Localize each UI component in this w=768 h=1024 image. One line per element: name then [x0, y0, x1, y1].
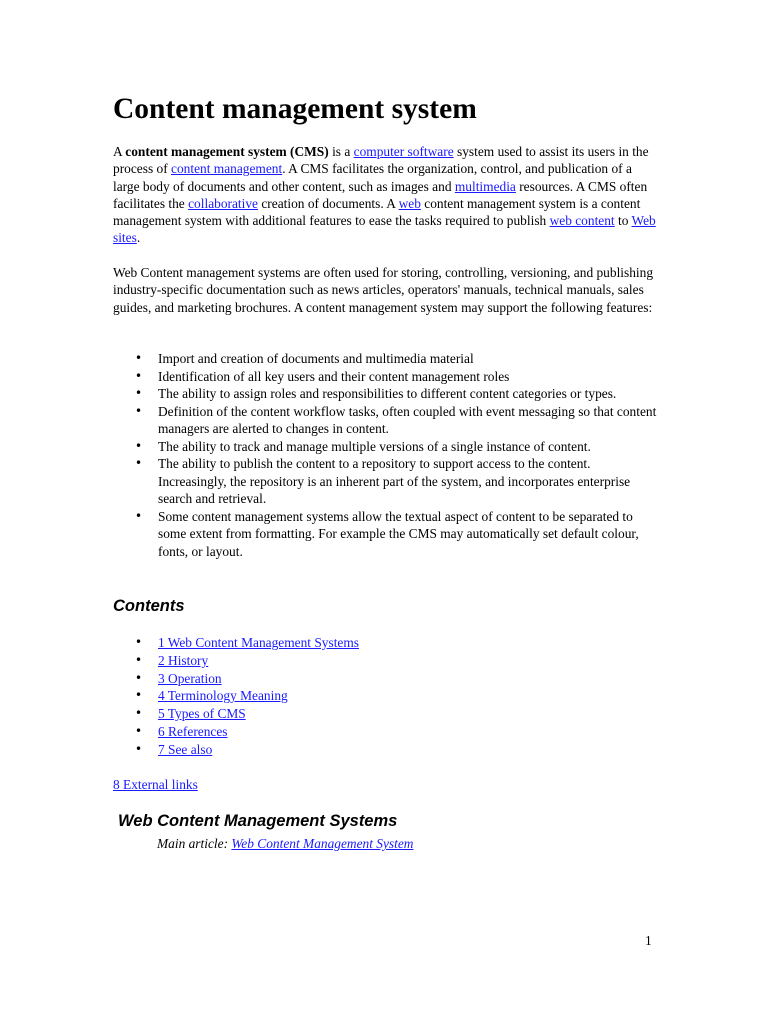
intro-text: is a	[328, 144, 354, 159]
link-computer-software[interactable]: computer software	[353, 144, 454, 159]
toc-link[interactable]: 4 Terminology Meaning	[158, 688, 288, 704]
list-item: • Import and creation of documents and multimedia material	[158, 350, 658, 368]
intro-paragraph	[113, 143, 658, 247]
toc-link[interactable]: 7 See also	[158, 741, 213, 757]
feature-list	[113, 350, 658, 560]
list-item: • The ability to track and manage multiple versions of a single instance of content.	[158, 438, 658, 456]
main-article-label: Main article:	[157, 836, 232, 851]
toc-item	[158, 687, 513, 705]
table-of-contents	[113, 634, 513, 759]
link-collaborative[interactable]: collaborative	[188, 195, 259, 211]
link-web-sites[interactable]: Web sites	[113, 213, 656, 246]
main-article-note	[157, 835, 413, 853]
intro-text: system used to assist its users in the process of	[113, 144, 649, 177]
link-content-management[interactable]: content management	[171, 161, 283, 177]
contents-heading: Contents	[113, 597, 185, 615]
external-links-link[interactable]: 8 External links	[113, 777, 198, 792]
link-web-content[interactable]: web content	[549, 213, 615, 229]
page-number: 1	[645, 933, 652, 948]
toc-item	[158, 723, 513, 741]
intro-text: A	[113, 144, 126, 159]
list-item: • Identification of all key users and their content management roles	[158, 368, 658, 386]
intro-text: to	[614, 213, 632, 229]
list-item: • Some content management systems allow the textual aspect of content to be separated to some extent from formatting. For example the CMS may automatically set default colour, fonts, or layout.	[158, 508, 658, 561]
external-links-row	[113, 776, 198, 794]
link-multimedia[interactable]: multimedia	[454, 178, 516, 194]
list-item: • The ability to publish the content to a repository to support access to the content. Increasingly, the repository is an inherent part of the system, and incorporates enterprise search and retrieval.	[158, 455, 658, 508]
toc-link[interactable]: 2 History	[158, 652, 209, 668]
intro-text: creation of documents. A	[258, 195, 399, 211]
toc-item	[158, 652, 513, 670]
page-title: Content management system	[113, 93, 477, 125]
toc-item	[158, 705, 513, 723]
toc-item	[158, 741, 513, 759]
toc-item	[158, 634, 513, 652]
toc-link[interactable]: 5 Types of CMS	[158, 706, 246, 722]
intro-text: content management system is a content management system with additional features to ease the tasks required to publish	[113, 195, 641, 229]
intro-text: .	[136, 230, 141, 246]
list-item: • Definition of the content workflow tasks, often coupled with event messaging so that content managers are alerted to changes in content.	[158, 403, 658, 438]
list-item: • The ability to assign roles and responsibilities to different content categories or types.	[158, 385, 658, 403]
toc-item	[158, 670, 513, 688]
toc-link[interactable]: 1 Web Content Management Systems	[158, 635, 359, 650]
toc-link[interactable]: 6 References	[158, 723, 228, 739]
toc-link[interactable]: 3 Operation	[158, 670, 222, 686]
main-article-link[interactable]: Web Content Management System	[231, 836, 414, 851]
section-heading: Web Content Management Systems	[118, 812, 398, 830]
link-web[interactable]: web	[398, 195, 421, 211]
features-intro-paragraph: Web Content management systems are often used for storing, controlling, versioning, and publishing industry-specific documentation such as news articles, operators' manuals, technical manuals, sales guides, and marketing brochures. A content management system may support the following features:	[113, 265, 654, 315]
intro-bold-term: content management system (CMS)	[125, 144, 329, 159]
intro-text: . A CMS facilitates the organization, control, and publication of a large body of documents and other content, such as images and	[113, 161, 632, 194]
intro-text: resources. A CMS often facilitates the	[113, 178, 648, 211]
